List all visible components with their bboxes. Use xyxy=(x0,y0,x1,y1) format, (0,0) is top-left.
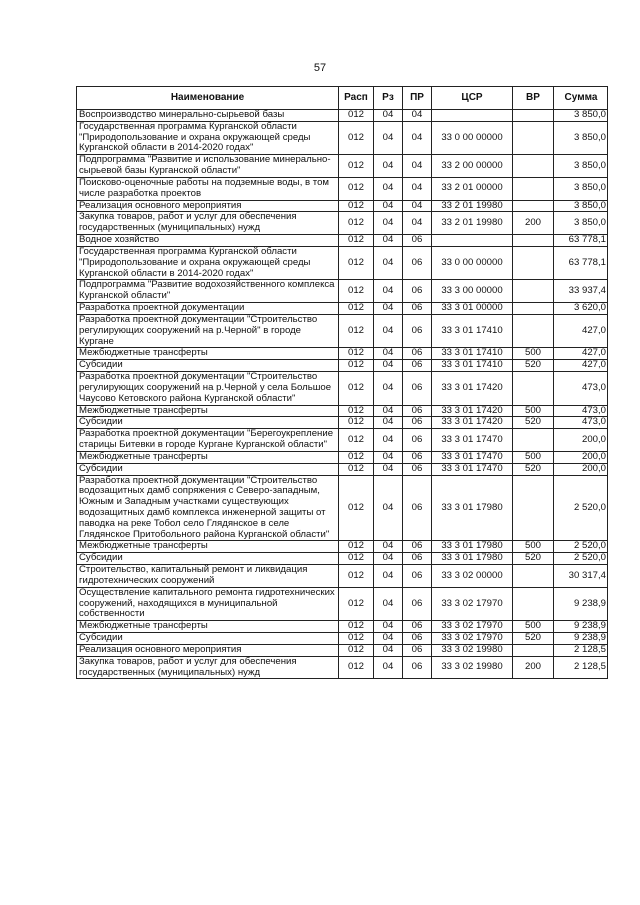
cell-csr: 33 0 00 00000 xyxy=(432,121,513,154)
cell-csr: 33 3 02 00000 xyxy=(432,565,513,588)
cell-pr: 04 xyxy=(403,121,432,154)
cell-pr: 06 xyxy=(403,644,432,656)
cell-rasp: 012 xyxy=(339,565,374,588)
cell-csr xyxy=(432,235,513,247)
cell-rasp: 012 xyxy=(339,121,374,154)
cell-pr: 06 xyxy=(403,405,432,417)
cell-sum: 9 238,9 xyxy=(554,633,608,645)
cell-name: Осуществление капитального ремонта гидротехнических сооружений, находящихся в муниципальной собственности xyxy=(77,587,339,620)
cell-vr: 200 xyxy=(513,212,554,235)
cell-sum: 200,0 xyxy=(554,451,608,463)
cell-rasp: 012 xyxy=(339,633,374,645)
cell-rasp: 012 xyxy=(339,246,374,279)
cell-rasp: 012 xyxy=(339,200,374,212)
cell-sum: 9 238,9 xyxy=(554,587,608,620)
cell-vr: 520 xyxy=(513,360,554,372)
table-row xyxy=(77,372,608,405)
cell-csr: 33 2 01 00000 xyxy=(432,177,513,200)
cell-csr xyxy=(432,110,513,122)
cell-name: Государственная программа Курганской области "Природопользование и охрана окружающей среды Курганской области в 2014-2020 годах" xyxy=(77,121,339,154)
cell-rasp: 012 xyxy=(339,553,374,565)
cell-csr: 33 3 02 19980 xyxy=(432,644,513,656)
cell-name: Водное хозяйство xyxy=(77,235,339,247)
cell-rz: 04 xyxy=(374,587,403,620)
cell-pr: 06 xyxy=(403,348,432,360)
cell-sum: 473,0 xyxy=(554,405,608,417)
table-row xyxy=(77,212,608,235)
cell-sum: 3 850,0 xyxy=(554,121,608,154)
table-row xyxy=(77,429,608,452)
cell-pr: 06 xyxy=(403,656,432,679)
table-row xyxy=(77,621,608,633)
cell-name: Межбюджетные трансферты xyxy=(77,621,339,633)
cell-sum: 2 128,5 xyxy=(554,656,608,679)
cell-rasp: 012 xyxy=(339,656,374,679)
cell-rz: 04 xyxy=(374,463,403,475)
cell-rasp: 012 xyxy=(339,405,374,417)
cell-sum: 200,0 xyxy=(554,429,608,452)
table-row xyxy=(77,475,608,541)
header-name: Наименование xyxy=(77,87,339,110)
cell-rz: 04 xyxy=(374,110,403,122)
cell-name: Субсидии xyxy=(77,463,339,475)
cell-rasp: 012 xyxy=(339,314,374,347)
cell-vr xyxy=(513,303,554,315)
page-number: 57 xyxy=(313,62,327,74)
cell-rz: 04 xyxy=(374,121,403,154)
table-row xyxy=(77,360,608,372)
cell-csr: 33 3 01 17980 xyxy=(432,553,513,565)
cell-csr: 33 3 01 17980 xyxy=(432,541,513,553)
cell-rz: 04 xyxy=(374,451,403,463)
cell-name: Межбюджетные трансферты xyxy=(77,541,339,553)
cell-rasp: 012 xyxy=(339,372,374,405)
cell-csr: 33 3 01 17410 xyxy=(432,348,513,360)
cell-vr xyxy=(513,155,554,178)
cell-pr: 04 xyxy=(403,177,432,200)
cell-name: Межбюджетные трансферты xyxy=(77,348,339,360)
cell-sum: 2 520,0 xyxy=(554,541,608,553)
cell-name: Межбюджетные трансферты xyxy=(77,451,339,463)
cell-rasp: 012 xyxy=(339,541,374,553)
table-row xyxy=(77,633,608,645)
cell-sum: 3 620,0 xyxy=(554,303,608,315)
cell-csr: 33 3 02 17970 xyxy=(432,633,513,645)
cell-name: Подпрограмма "Развитие и использование минерально-сырьевой базы Курганской области" xyxy=(77,155,339,178)
cell-name: Субсидии xyxy=(77,553,339,565)
table-row xyxy=(77,417,608,429)
cell-rasp: 012 xyxy=(339,212,374,235)
cell-csr: 33 2 01 19980 xyxy=(432,212,513,235)
cell-rasp: 012 xyxy=(339,475,374,541)
cell-sum: 9 238,9 xyxy=(554,621,608,633)
cell-sum: 473,0 xyxy=(554,372,608,405)
table-row xyxy=(77,463,608,475)
cell-vr xyxy=(513,235,554,247)
cell-rasp: 012 xyxy=(339,348,374,360)
cell-pr: 06 xyxy=(403,235,432,247)
cell-rz: 04 xyxy=(374,235,403,247)
cell-pr: 04 xyxy=(403,200,432,212)
header-pr: ПР xyxy=(403,87,432,110)
table-row xyxy=(77,451,608,463)
cell-pr: 06 xyxy=(403,451,432,463)
cell-vr xyxy=(513,280,554,303)
cell-sum: 427,0 xyxy=(554,360,608,372)
cell-sum: 427,0 xyxy=(554,314,608,347)
header-sum: Сумма xyxy=(554,87,608,110)
cell-pr: 06 xyxy=(403,372,432,405)
cell-csr: 33 3 01 17470 xyxy=(432,429,513,452)
cell-name: Поисково-оценочные работы на подземные воды, в том числе разработка проектов xyxy=(77,177,339,200)
table-row xyxy=(77,541,608,553)
cell-csr: 33 2 01 19980 xyxy=(432,200,513,212)
cell-vr xyxy=(513,372,554,405)
cell-sum: 3 850,0 xyxy=(554,110,608,122)
cell-sum: 63 778,1 xyxy=(554,246,608,279)
cell-csr: 33 2 00 00000 xyxy=(432,155,513,178)
cell-vr: 200 xyxy=(513,656,554,679)
cell-pr: 04 xyxy=(403,110,432,122)
cell-rasp: 012 xyxy=(339,303,374,315)
table-row xyxy=(77,280,608,303)
cell-csr: 33 3 02 17970 xyxy=(432,621,513,633)
cell-sum: 2 128,5 xyxy=(554,644,608,656)
table-row xyxy=(77,314,608,347)
table-row xyxy=(77,405,608,417)
cell-vr xyxy=(513,200,554,212)
cell-name: Разработка проектной документации "Берегоукрепление старицы Битевки в городе Кургане Курганской области" xyxy=(77,429,339,452)
cell-rz: 04 xyxy=(374,360,403,372)
cell-csr: 33 3 01 17470 xyxy=(432,451,513,463)
cell-name: Реализация основного мероприятия xyxy=(77,644,339,656)
cell-csr: 33 3 01 17420 xyxy=(432,372,513,405)
cell-name: Закупка товаров, работ и услуг для обеспечения государственных (муниципальных) нужд xyxy=(77,212,339,235)
cell-rasp: 012 xyxy=(339,417,374,429)
cell-vr: 500 xyxy=(513,621,554,633)
cell-vr: 500 xyxy=(513,451,554,463)
cell-rz: 04 xyxy=(374,314,403,347)
table-row xyxy=(77,348,608,360)
cell-rz: 04 xyxy=(374,429,403,452)
cell-vr: 500 xyxy=(513,348,554,360)
header-vr: ВР xyxy=(513,87,554,110)
cell-vr xyxy=(513,587,554,620)
cell-pr: 06 xyxy=(403,587,432,620)
cell-vr xyxy=(513,314,554,347)
cell-vr xyxy=(513,121,554,154)
cell-pr: 04 xyxy=(403,212,432,235)
cell-rz: 04 xyxy=(374,656,403,679)
cell-vr: 520 xyxy=(513,417,554,429)
table-row xyxy=(77,200,608,212)
cell-name: Субсидии xyxy=(77,360,339,372)
table-row xyxy=(77,587,608,620)
cell-vr xyxy=(513,475,554,541)
cell-rasp: 012 xyxy=(339,587,374,620)
cell-sum: 2 520,0 xyxy=(554,475,608,541)
cell-vr: 520 xyxy=(513,553,554,565)
cell-pr: 06 xyxy=(403,429,432,452)
table-row xyxy=(77,644,608,656)
cell-sum: 3 850,0 xyxy=(554,177,608,200)
cell-pr: 06 xyxy=(403,565,432,588)
cell-sum: 63 778,1 xyxy=(554,235,608,247)
cell-sum: 2 520,0 xyxy=(554,553,608,565)
cell-rz: 04 xyxy=(374,348,403,360)
table-row xyxy=(77,246,608,279)
cell-sum: 473,0 xyxy=(554,417,608,429)
cell-name: Межбюджетные трансферты xyxy=(77,405,339,417)
cell-sum: 3 850,0 xyxy=(554,155,608,178)
cell-csr: 33 0 00 00000 xyxy=(432,246,513,279)
cell-pr: 06 xyxy=(403,633,432,645)
cell-name: Разработка проектной документации xyxy=(77,303,339,315)
cell-rz: 04 xyxy=(374,177,403,200)
cell-csr: 33 3 01 17420 xyxy=(432,405,513,417)
table-row xyxy=(77,177,608,200)
cell-csr: 33 3 01 17420 xyxy=(432,417,513,429)
cell-name: Закупка товаров, работ и услуг для обеспечения государственных (муниципальных) нужд xyxy=(77,656,339,679)
table-row xyxy=(77,235,608,247)
cell-rz: 04 xyxy=(374,280,403,303)
header-rz: Рз xyxy=(374,87,403,110)
cell-vr: 500 xyxy=(513,405,554,417)
cell-rasp: 012 xyxy=(339,280,374,303)
cell-rasp: 012 xyxy=(339,110,374,122)
cell-rasp: 012 xyxy=(339,429,374,452)
cell-rasp: 012 xyxy=(339,644,374,656)
cell-rz: 04 xyxy=(374,417,403,429)
cell-csr: 33 3 01 00000 xyxy=(432,303,513,315)
table-row xyxy=(77,565,608,588)
cell-rz: 04 xyxy=(374,553,403,565)
cell-rasp: 012 xyxy=(339,463,374,475)
cell-pr: 06 xyxy=(403,553,432,565)
cell-csr: 33 3 02 19980 xyxy=(432,656,513,679)
cell-rz: 04 xyxy=(374,633,403,645)
cell-vr: 520 xyxy=(513,633,554,645)
table-row xyxy=(77,121,608,154)
cell-pr: 06 xyxy=(403,463,432,475)
cell-pr: 06 xyxy=(403,314,432,347)
table-header-row xyxy=(77,87,608,110)
table-row xyxy=(77,656,608,679)
cell-sum: 427,0 xyxy=(554,348,608,360)
cell-sum: 33 937,4 xyxy=(554,280,608,303)
cell-pr: 06 xyxy=(403,621,432,633)
cell-rz: 04 xyxy=(374,246,403,279)
cell-rasp: 012 xyxy=(339,451,374,463)
cell-pr: 04 xyxy=(403,155,432,178)
cell-rz: 04 xyxy=(374,405,403,417)
cell-csr: 33 3 01 17470 xyxy=(432,463,513,475)
cell-csr: 33 3 01 17410 xyxy=(432,314,513,347)
cell-rasp: 012 xyxy=(339,621,374,633)
cell-rz: 04 xyxy=(374,212,403,235)
cell-name: Государственная программа Курганской области "Природопользование и охрана окружающей среды Курганской области в 2014-2020 годах" xyxy=(77,246,339,279)
cell-vr xyxy=(513,246,554,279)
cell-name: Подпрограмма "Развитие водохозяйственного комплекса Курганской области" xyxy=(77,280,339,303)
cell-pr: 06 xyxy=(403,541,432,553)
cell-vr xyxy=(513,177,554,200)
cell-rasp: 012 xyxy=(339,235,374,247)
cell-pr: 06 xyxy=(403,417,432,429)
cell-name: Разработка проектной документации "Строительство регулирующих сооружений на р.Черной" в городе Кургане xyxy=(77,314,339,347)
cell-sum: 30 317,4 xyxy=(554,565,608,588)
cell-csr: 33 3 00 00000 xyxy=(432,280,513,303)
cell-vr xyxy=(513,565,554,588)
cell-rasp: 012 xyxy=(339,360,374,372)
cell-name: Субсидии xyxy=(77,633,339,645)
cell-name: Разработка проектной документации "Строительство регулирующих сооружений на р.Черной у села Большое Чаусово Кетовского района Курганской области" xyxy=(77,372,339,405)
cell-csr: 33 3 01 17980 xyxy=(432,475,513,541)
table-row xyxy=(77,303,608,315)
cell-rasp: 012 xyxy=(339,155,374,178)
cell-rz: 04 xyxy=(374,200,403,212)
cell-sum: 3 850,0 xyxy=(554,212,608,235)
header-csr: ЦСР xyxy=(432,87,513,110)
cell-rz: 04 xyxy=(374,475,403,541)
cell-name: Разработка проектной документации "Строительство водозащитных дамб сопряжения с Северо-западным, Южным и Западным участками существующих водозащитных дамб комплекса инженерной защиты от паводка на реке Тобол село Глядянское в селе Глядянское Притобольного района Курганской области" xyxy=(77,475,339,541)
cell-rz: 04 xyxy=(374,372,403,405)
table-row xyxy=(77,155,608,178)
table-row xyxy=(77,553,608,565)
cell-csr: 33 3 01 17410 xyxy=(432,360,513,372)
cell-vr xyxy=(513,644,554,656)
cell-pr: 06 xyxy=(403,280,432,303)
cell-pr: 06 xyxy=(403,475,432,541)
cell-vr: 520 xyxy=(513,463,554,475)
cell-pr: 06 xyxy=(403,360,432,372)
cell-vr xyxy=(513,429,554,452)
cell-pr: 06 xyxy=(403,303,432,315)
cell-vr xyxy=(513,110,554,122)
cell-vr: 500 xyxy=(513,541,554,553)
cell-name: Воспроизводство минерально-сырьевой базы xyxy=(77,110,339,122)
cell-pr: 06 xyxy=(403,246,432,279)
cell-rz: 04 xyxy=(374,644,403,656)
cell-sum: 200,0 xyxy=(554,463,608,475)
cell-rz: 04 xyxy=(374,565,403,588)
cell-name: Субсидии xyxy=(77,417,339,429)
cell-sum: 3 850,0 xyxy=(554,200,608,212)
cell-name: Реализация основного мероприятия xyxy=(77,200,339,212)
cell-csr: 33 3 02 17970 xyxy=(432,587,513,620)
budget-table xyxy=(76,86,608,679)
cell-name: Строительство, капитальный ремонт и ликвидация гидротехнических сооружений xyxy=(77,565,339,588)
cell-rz: 04 xyxy=(374,303,403,315)
header-rasp: Расп xyxy=(339,87,374,110)
cell-rz: 04 xyxy=(374,621,403,633)
cell-rasp: 012 xyxy=(339,177,374,200)
cell-rz: 04 xyxy=(374,155,403,178)
table-row xyxy=(77,110,608,122)
cell-rz: 04 xyxy=(374,541,403,553)
